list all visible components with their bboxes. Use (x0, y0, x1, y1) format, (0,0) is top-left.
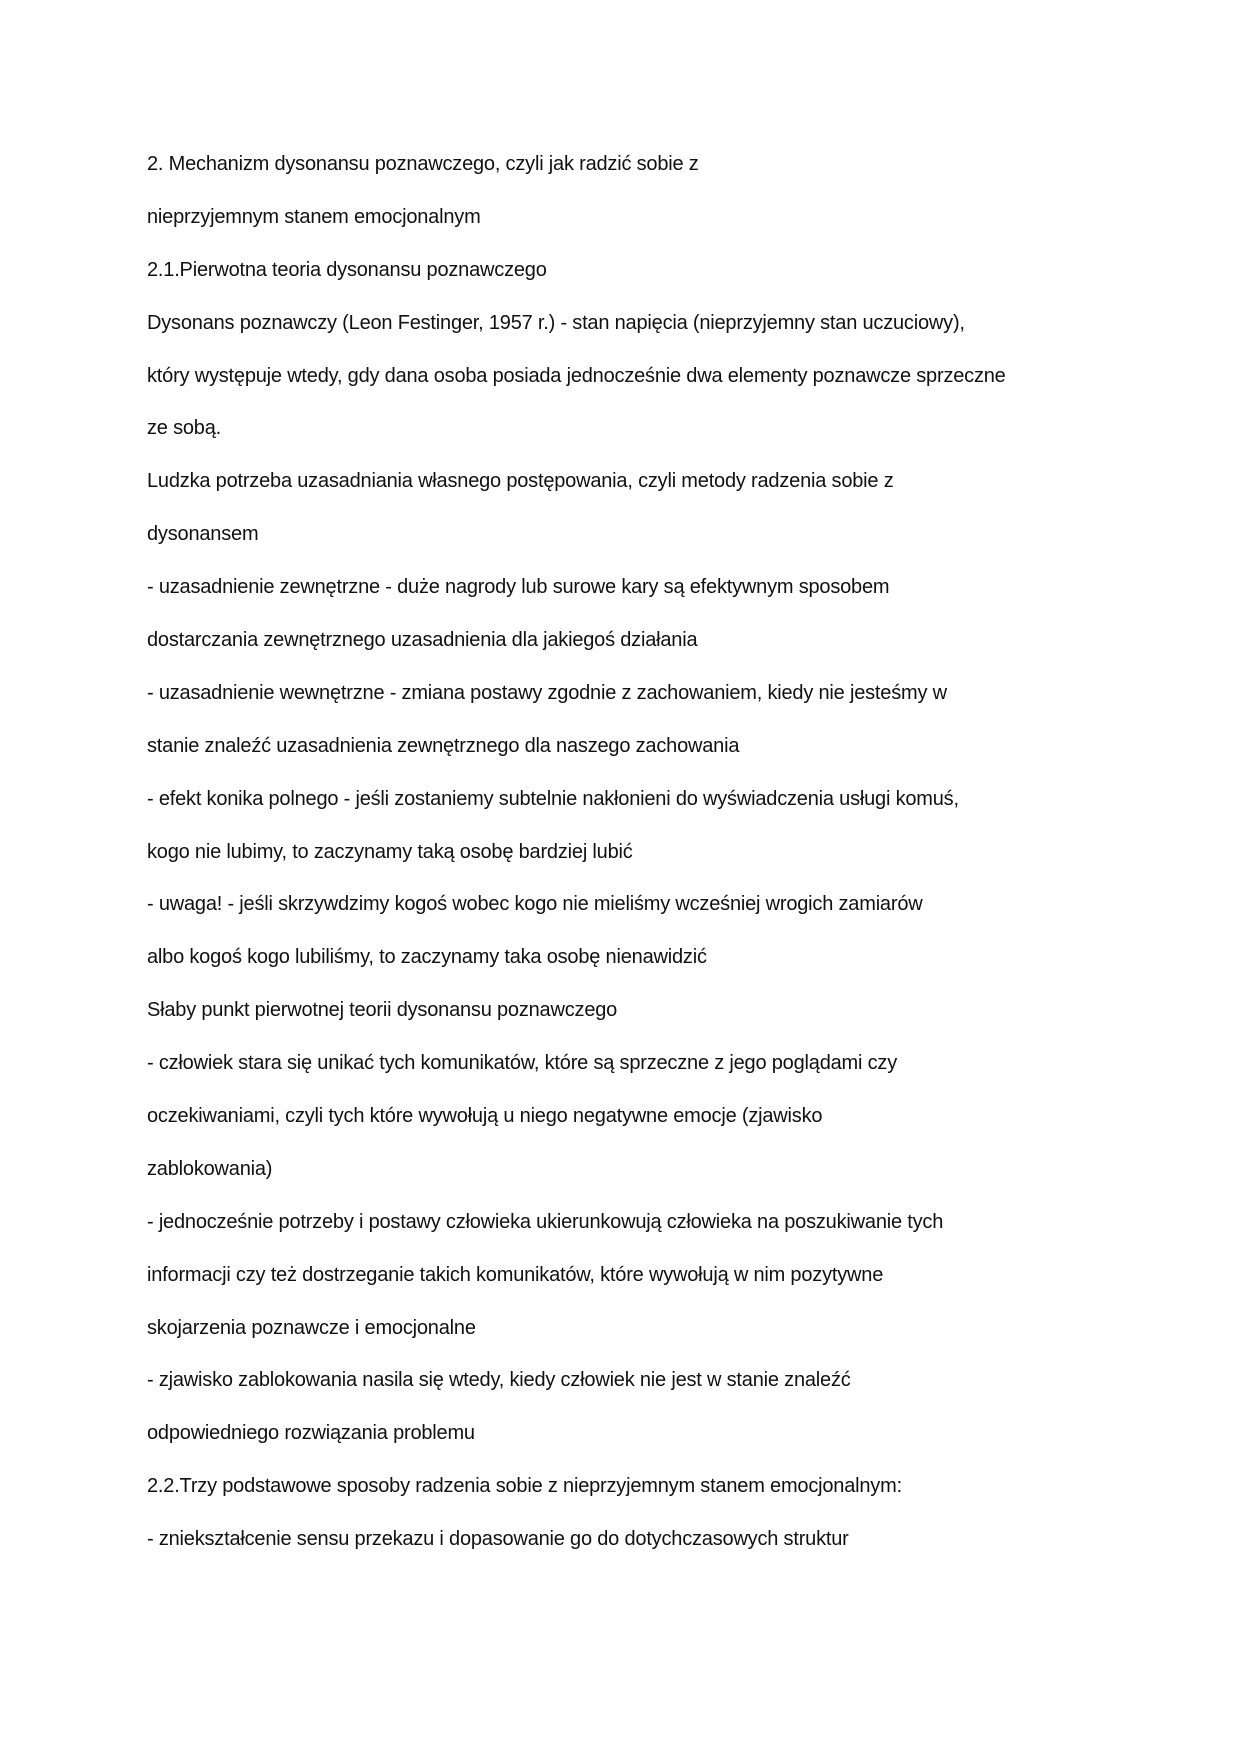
text-line: dostarczania zewnętrznego uzasadnienia dla jakiegoś działania (147, 629, 698, 652)
subsection-heading: 2.1.Pierwotna teoria dysonansu poznawczego (147, 258, 547, 281)
section-heading-continued: nieprzyjemnym stanem emocjonalnym (147, 205, 481, 228)
text-line: Ludzka potrzeba uzasadniania własnego postępowania, czyli metody radzenia sobie z (147, 470, 894, 493)
text-line: Słaby punkt pierwotnej teorii dysonansu poznawczego (147, 999, 618, 1022)
text-line: odpowiedniego rozwiązania problemu (147, 1422, 475, 1445)
text-line: oczekiwaniami, czyli tych które wywołują u niego negatywne emocje (zjawisko (147, 1105, 823, 1128)
text-line: albo kogoś kogo lubiliśmy, to zaczynamy taka osobę nienawidzić (147, 946, 707, 969)
text-line: Dysonans poznawczy (Leon Festinger, 1957 r.) - stan napięcia (nieprzyjemny stan uczuciowy), (147, 311, 965, 334)
list-item: - uwaga! - jeśli skrzywdzimy kogoś wobec kogo nie mieliśmy wcześniej wrogich zamiarów (147, 893, 923, 916)
list-item: - zjawisko zablokowania nasila się wtedy, kiedy człowiek nie jest w stanie znaleźć (147, 1369, 851, 1392)
subsection-heading: 2.2.Trzy podstawowe sposoby radzenia sobie z nieprzyjemnym stanem emocjonalnym: (147, 1475, 902, 1498)
text-line: informacji czy też dostrzeganie takich komunikatów, które wywołują w nim pozytywne (147, 1263, 884, 1286)
text-line: skojarzenia poznawcze i emocjonalne (147, 1316, 476, 1339)
text-line: kogo nie lubimy, to zaczynamy taką osobę bardziej lubić (147, 840, 633, 863)
text-line: stanie znaleźć uzasadnienia zewnętrznego dla naszego zachowania (147, 734, 740, 757)
list-item: - jednocześnie potrzeby i postawy człowieka ukierunkowują człowieka na poszukiwanie tych (147, 1210, 944, 1233)
text-line: dysonansem (147, 523, 259, 546)
text-line: który występuje wtedy, gdy dana osoba posiada jednocześnie dwa elementy poznawcze sprzeczne (147, 364, 1006, 387)
list-item: - efekt konika polnego - jeśli zostaniemy subtelnie nakłonieni do wyświadczenia usługi komuś, (147, 787, 959, 810)
document-body (147, 138, 1097, 1566)
list-item: - uzasadnienie zewnętrzne - duże nagrody lub surowe kary są efektywnym sposobem (147, 576, 890, 599)
list-item: - człowiek stara się unikać tych komunikatów, które są sprzeczne z jego poglądami czy (147, 1052, 898, 1075)
section-heading: 2. Mechanizm dysonansu poznawczego, czyli jak radzić sobie z (147, 153, 699, 175)
list-item: - zniekształcenie sensu przekazu i dopasowanie go do dotychczasowych struktur (147, 1528, 849, 1551)
text-line: zablokowania) (147, 1157, 273, 1180)
text-line: ze sobą. (147, 417, 222, 440)
list-item: - uzasadnienie wewnętrzne - zmiana postawy zgodnie z zachowaniem, kiedy nie jesteśmy w (147, 681, 947, 704)
